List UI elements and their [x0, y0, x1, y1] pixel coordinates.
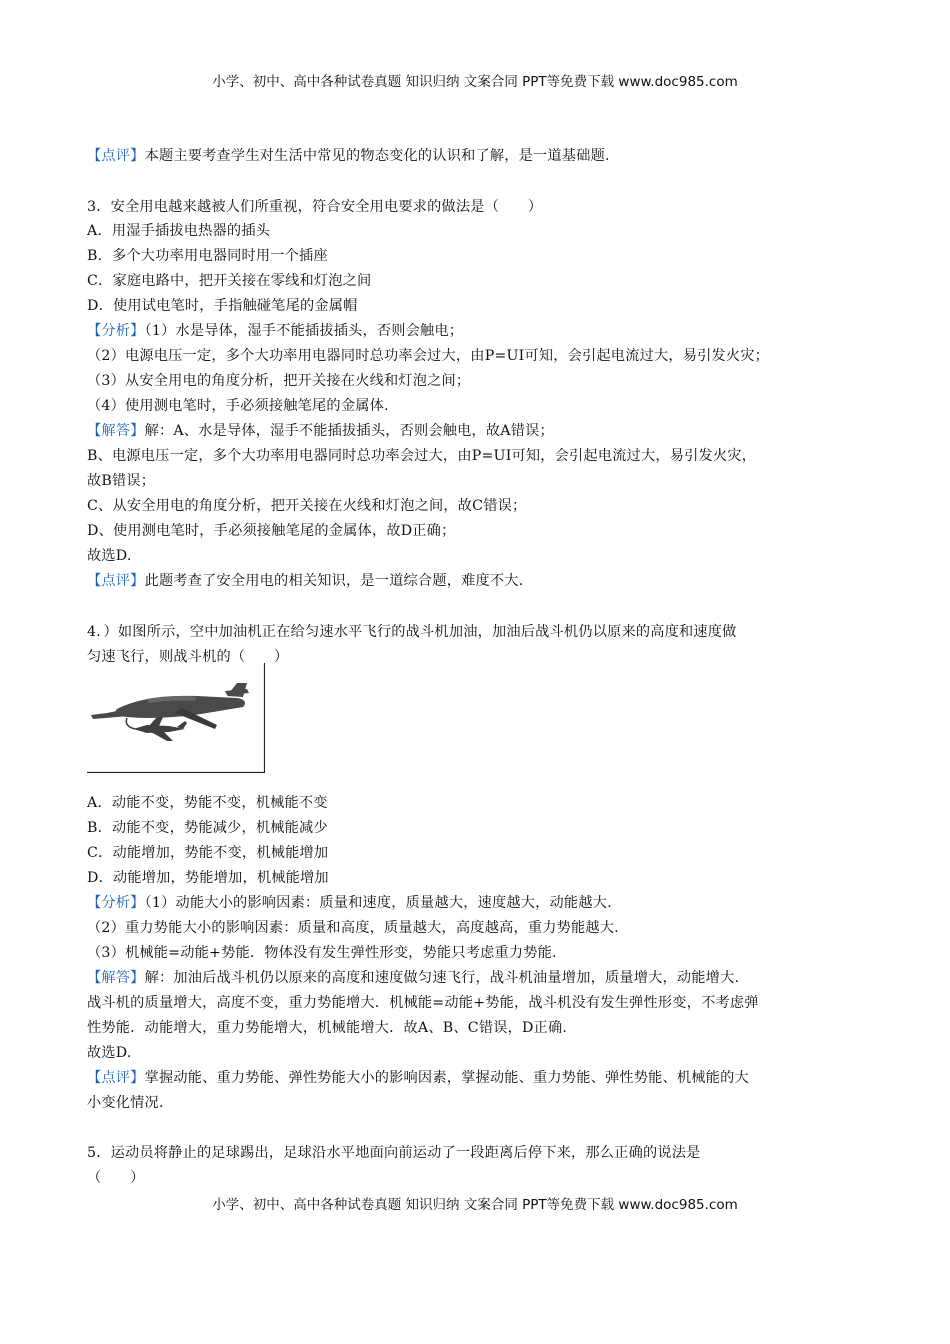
q4-answer-line: 性势能．动能增大，重力势能增大，机械能增大．故A、B、C错误，D正确.: [87, 1020, 568, 1036]
q4-answer-line: 故选D.: [87, 1045, 132, 1061]
q4-review: 【点评】掌握动能、重力势能、弹性势能大小的影响因素，掌握动能、重力势能、弹性势能、机械能的大: [87, 1070, 749, 1086]
q4-analysis-line: （3）机械能=动能+势能．物体没有发生弹性形变，势能只考虑重力势能.: [87, 945, 557, 961]
q4-stem: 4．）如图所示，空中加油机正在给匀速水平飞行的战斗机加油，加油后战斗机仍以原来的高度和速度做: [87, 624, 737, 640]
q3-answer: 【解答】解：A、水是导体，湿手不能插拔插头，否则会触电，故A错误；: [87, 423, 554, 439]
q3-answer-line: C、从安全用电的角度分析，把开关接在火线和灯泡之间，故C错误；: [87, 498, 527, 514]
q3-analysis: 【分析】（1）水是导体，湿手不能插拔插头，否则会触电；: [87, 323, 464, 339]
refueling-aircraft-figure: [87, 663, 265, 773]
answer-tag: 【解答】: [87, 423, 145, 439]
analysis-tag: 【分析】: [87, 323, 145, 339]
q4-analysis: 【分析】（1）动能大小的影响因素：质量和速度，质量越大，速度越大，动能越大.: [87, 895, 612, 911]
q3-option-d: D．使用试电笔时，手指触碰笔尾的金属帽: [87, 298, 358, 314]
q5-stem: 5．运动员将静止的足球踢出，足球沿水平地面向前运动了一段距离后停下来，那么正确的说法是: [87, 1145, 701, 1161]
q2-review: 【点评】本题主要考查学生对生活中常见的物态变化的认识和了解，是一道基础题.: [87, 148, 610, 164]
q4-review-line: 小变化情况.: [87, 1095, 164, 1111]
q4-stem-line: 匀速飞行，则战斗机的（ ）: [87, 649, 289, 665]
q5-stem-line: （ ）: [87, 1170, 145, 1186]
fighter-jet-icon: [133, 717, 187, 741]
tanker-plane-icon: [91, 683, 249, 729]
answer-tag: 【解答】: [87, 970, 145, 986]
review-tag: 【点评】: [87, 148, 145, 164]
q3-review: 【点评】此题考查了安全用电的相关知识，是一道综合题，难度不大.: [87, 573, 524, 589]
q4-option-b: B．动能不变，势能减少，机械能减少: [87, 820, 328, 836]
q3-answer-line: B、电源电压一定，多个大功率用电器同时总功率会过大，由P=UI可知，会引起电流过大，易引发火灾，: [87, 448, 757, 464]
q4-option-c: C．动能增加，势能不变，机械能增加: [87, 845, 329, 861]
q3-option-b: B．多个大功率用电器同时用一个插座: [87, 248, 328, 264]
q3-analysis-line: （2）电源电压一定，多个大功率用电器同时总功率会过大，由P=UI可知，会引起电流过大，易引发火灾；: [87, 348, 770, 364]
review-tag: 【点评】: [87, 573, 145, 589]
page-header: 小学、初中、高中各种试卷真题 知识归纳 文案合同 PPT等免费下载 www.doc985.com: [212, 74, 738, 90]
q4-answer-line: 战斗机的质量增大，高度不变，重力势能增大．机械能=动能+势能，战斗机没有发生弹性形变，不考虑弹: [87, 995, 759, 1011]
q3-answer-line: 故B错误；: [87, 473, 156, 489]
q3-option-c: C．家庭电路中，把开关接在零线和灯泡之间: [87, 273, 372, 289]
review-tag: 【点评】: [87, 1070, 145, 1086]
q3-option-a: A．用湿手插拔电热器的插头: [87, 223, 271, 239]
q3-answer-line: 故选D.: [87, 548, 132, 564]
q4-option-a: A．动能不变，势能不变，机械能不变: [87, 795, 328, 811]
q3-stem: 3．安全用电越来越被人们所重视，符合安全用电要求的做法是（ ）: [87, 199, 543, 215]
q4-option-d: D．动能增加，势能增加，机械能增加: [87, 870, 329, 886]
q3-analysis-line: （4）使用测电笔时，手必须接触笔尾的金属体.: [87, 398, 389, 414]
analysis-tag: 【分析】: [87, 895, 145, 911]
q3-analysis-line: （3）从安全用电的角度分析，把开关接在火线和灯泡之间；: [87, 373, 471, 389]
q3-answer-line: D、使用测电笔时，手必须接触笔尾的金属体，故D正确；: [87, 523, 456, 539]
q4-answer: 【解答】解：加油后战斗机仍以原来的高度和速度做匀速飞行，战斗机油量增加，质量增大，动能增大.: [87, 970, 740, 986]
q4-analysis-line: （2）重力势能大小的影响因素：质量和高度，质量越大，高度越高，重力势能越大.: [87, 920, 619, 936]
page-footer: 小学、初中、高中各种试卷真题 知识归纳 文案合同 PPT等免费下载 www.doc985.com: [212, 1197, 738, 1213]
